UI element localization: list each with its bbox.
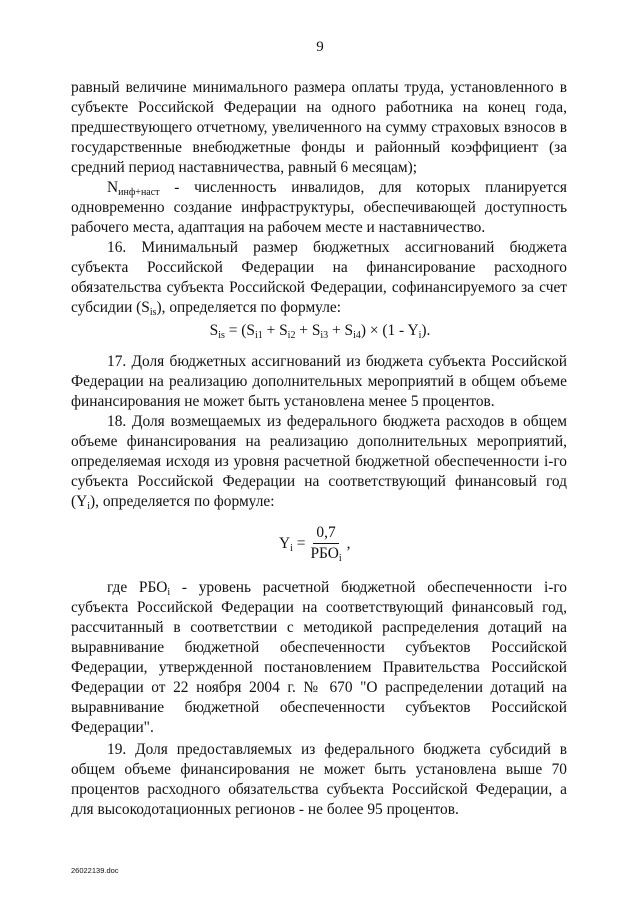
n-definition-text: - численность инвалидов, для которых планируется одновременно создание инфраструктуры, обеспечивающей доступность рабочего места, адаптация на рабочем месте и наставничество.: [71, 179, 567, 236]
formula-yi: [279, 524, 351, 563]
n-symbol: N: [107, 179, 119, 196]
paragraph-continuation: равный величине минимального размера оплаты труда, установленного в субъекте Российской Федерации на одного работника на конец года, предшествующего отчетному, увеличенного на сумму страховых взносов в государственные внебюджетные фонды и районный коэффициент (за средний период наставничества, равный 6 месяцам);: [71, 79, 567, 176]
formula-sis: $S_{is} = (S_{i1} + S_{i2} + S_{i3} + S_{i4}) \times (1 - Y_i)$.: [209, 322, 431, 341]
paragraph-16: [71, 238, 567, 318]
paragraph-16-end: ), определяется по формуле:: [156, 299, 341, 316]
paragraph-18: [71, 412, 567, 512]
formula-yi-trail: ,: [346, 534, 351, 552]
paragraph-where-lead: где РБО: [107, 579, 168, 596]
paragraph-where-subscript: i: [167, 587, 171, 598]
page-number: 9: [316, 39, 324, 55]
paragraph-17: 17. Доля бюджетных ассигнований из бюджета субъекта Российской Федерации на реализацию дополнительных мероприятий в общем объеме финансирования не может быть установлена менее 5 процентов.: [71, 353, 567, 410]
text-block-bottom: [71, 578, 567, 820]
formula-yi-lhs: $Y_i$ =: [279, 534, 306, 554]
text-block-middle: [71, 352, 567, 512]
paragraph-16-subscript: is: [149, 307, 157, 318]
text-block-top: [71, 78, 567, 318]
n-subscript: инф+наст: [118, 187, 160, 198]
paragraph-18-text: 18. Доля возмещаемых из федерального бюджета расходов в общем объеме финансирования на реализацию дополнительных мероприятий, определяемая исходя из уровня расчетной бюджетной обеспеченности i-го субъекта Российской Федерации на соответствующий финансовый год (Y: [71, 413, 567, 510]
paragraph-19: 19. Доля предоставляемых из федерального бюджета субсидий в общем объеме финансирования не может быть установлена выше 70 процентов расходного обязательства субъекта Российской Федерации, а для высокодотационных регионов - не более 95 процентов.: [71, 741, 567, 818]
paragraph-16-text: 16. Минимальный размер бюджетных ассигнований бюджета субъекта Российской Федерации на финансирование расходного обязательства субъекта Российской Федерации, софинансируемого за счет субсидии (S: [71, 239, 567, 316]
fraction-numerator: 0,7: [313, 524, 338, 544]
fraction-denominator: $РБО_i$: [310, 545, 342, 564]
paragraph-18-subscript: i: [87, 501, 91, 512]
footer-filename: 26022139.doc: [71, 866, 119, 875]
paragraph-where-text: - уровень расчетной бюджетной обеспеченности i-го субъекта Российской Федерации на соответствующий финансовый год, рассчитанный в соответствии с методикой распределения дотаций на выравнивание бюджетной обеспеченности субъектов Российской Федерации, утвержденной постановлением Правительства Российской Федерации от 22 ноября 2004 г. № 670 "О распределении дотаций на выравнивание бюджетной обеспеченности субъектов Российской Федерации".: [71, 579, 567, 736]
fraction: [307, 524, 344, 563]
paragraph-18-end: ), определяется по формуле:: [90, 493, 275, 510]
paragraph-n-definition: [71, 178, 567, 238]
paragraph-where: [71, 578, 567, 738]
